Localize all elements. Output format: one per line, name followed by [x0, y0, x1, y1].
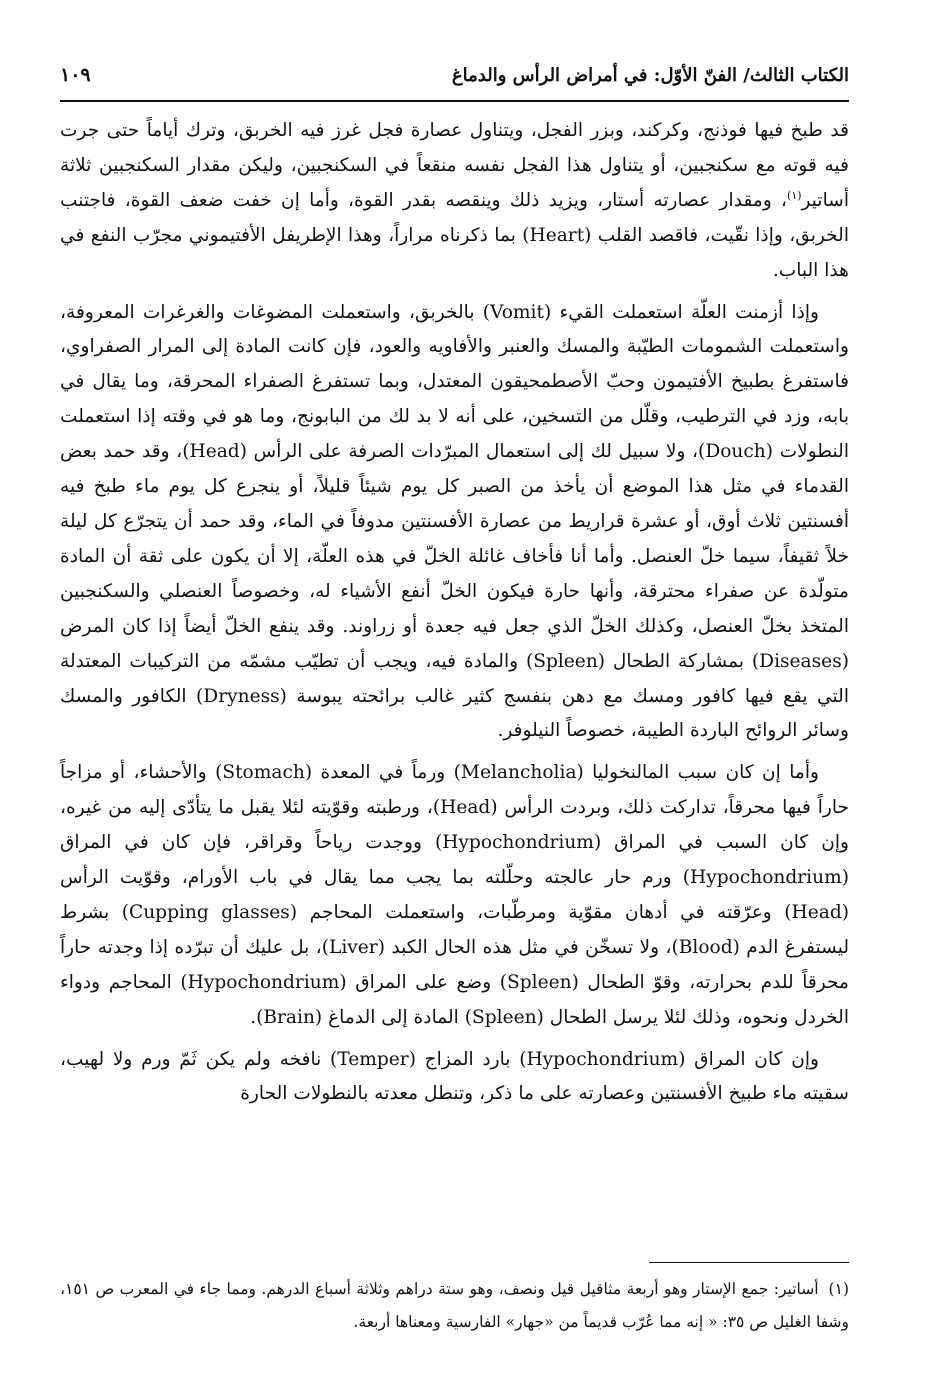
footnote-1	[60, 1273, 849, 1339]
paragraph-1-part-a: قد طبخ فيها فوذنج، وكركند، وبزر الفجل، ويتناول عصارة فجل غرز فيه الخربق، وترك أياماً حتى جرت فيه قوته مع سكنجبين، أو يتناول هذا الفجل نفسه منقعاً في السكنجبين، وليكن مقدار السكنجبين ثلاثة أساتير	[60, 120, 849, 211]
paragraph-2: وإذا أزمنت العلّة استعملت القيء (Vomit) بالخربق، واستعملت المضوغات والغرغرات المعروفة، واستعملت الشمومات الطيّبة والمسك والعنبر والأفاويه والعود، فإن كانت المادة إلى المرار الصفراوي، فاستفرغ بطبيخ الأفتيمون وحبّ الأصطمحيقون المعتدل، وبما تستفرغ الصفراء المحرقة، وما يقال في بابه، وزد في الترطيب، وقلّل من التسخين، على أنه لا بد لك من البابونج، وما هو في وقته إذا استعملت النطولات (Douch)، ولا سبيل لك إلى استعمال المبرّدات الصرفة على الرأس (Head)، وقد حمد بعض القدماء في مثل هذا الموضع أن يأخذ من الصبر كل يوم شيئاً قليلاً، أو ينجرع كل يوم ماء طبخ فيه أفسنتين ثلاث أوق، أو عشرة قراريط من عصارة الأفسنتين مدوفاً في الماء، وقد حمد أن يتجرّع كل ليلة خلاً ثقيفاً، سيما خلّ العنصل. وأما أنا فأخاف غائلة الخلّ في هذه العلّة، إلا أن يكون على ثقة أن المادة متولّدة عن صفراء محترقة، وأنها حارة فيكون الخلّ أنفع الأشياء له، وخصوصاً العنصلي والسكنجبين المتخذ بخلّ العنصل، وكذلك الخلّ الذي جعل فيه جعدة أو زراوند. وقد ينفع الخلّ أيضاً إذا كان المرض (Diseases) بمشاركة الطحال (Spleen) والمادة فيه، ويجب أن تطيّب مشمّه من التركيبات المعتدلة التي يقع فيها كافور ومسك مع دهن بنفسج كثير غالب برائحته يبوسة (Dryness) الكافور والمسك وسائر الروائح الباردة الطيبة، خصوصاً النيلوفر.	[60, 301, 849, 742]
footnote-1-marker: (١)	[828, 1280, 849, 1298]
paragraph-1-part-b: ، ومقدار عصارته أستار، ويزيد ذلك وينقصه بقدر القوة، وأما إن خفت ضعف القوة، فاجتنب الخربق، وإذا نقّيت، فاقصد القلب (Heart) بما ذكرناه مراراً، وهذا الإطريفل الأفتيموني مجرّب النفع في هذا الباب.	[60, 189, 849, 281]
body-text	[60, 114, 849, 1112]
footnote-rule	[649, 1262, 849, 1263]
footnote-1-text: أساتير: جمع الإستار وهو أربعة مثاقيل قيل ونصف، وهو ستة دراهم وثلاثة أسباع الدرهم. ومما جاء في المعرب ص ١٥١، وشفا الغليل ص ٣٥: « إنه مما عُرّب قديماً من «جهار» الفارسية ومعناها أربعة.	[60, 1280, 849, 1331]
page-header	[60, 58, 849, 92]
page-number: ١٠٩	[60, 64, 91, 86]
paragraph-3: وأما إن كان سبب المالنخوليا (Melancholia) ورماً في المعدة (Stomach) والأحشاء، أو مزاجاً حاراً فيها محرقاً، تداركت ذلك، وبردت الرأس (Head)، ورطبته وقوّيته لئلا يقبل ما يتأدّى إليه من غيره، وإن كان السبب في المراق (Hypochondrium) ووجدت رياحاً وقراقر، فإن كان في المراق (Hypochondrium) ورم حار عالجته وحلّلته بما يجب مما يقال في باب الأورام، وقوّيت الرأس (Head) وعرّقته في أدهان مقوّية ومرطّبات، واستعملت المحاجم (Cupping glasses) بشرط ليستفرغ الدم (Blood)، ولا تسخّن في مثل هذه الحال الكبد (Liver)، بل عليك أن تبرّده إذا وجدته حاراً محرقاً للدم بحرارته، وقوّ الطحال (Spleen) وضع على المراق (Hypochondrium) المحاجم ودواء الخردل ونحوه، وذلك لئلا يرسل الطحال (Spleen) المادة إلى الدماغ (Brain).	[60, 762, 850, 1028]
header-rule	[60, 100, 849, 102]
footnote-reference: (١)	[787, 188, 802, 202]
paragraph-1	[60, 114, 849, 289]
paragraph-4: وإن كان المراق (Hypochondrium) بارد المزاج (Temper) نافخه ولم يكن ثَمّ ورم ولا لهيب، سقيته ماء طبيخ الأفسنتين وعصارته على ما ذكر، وتنطل معدته بالنطولات الحارة	[60, 1048, 849, 1105]
running-head: الكتاب الثالث/ الفنّ الأوّل: في أمراض الرأس والدماغ	[451, 64, 849, 86]
footnotes	[60, 1273, 849, 1339]
